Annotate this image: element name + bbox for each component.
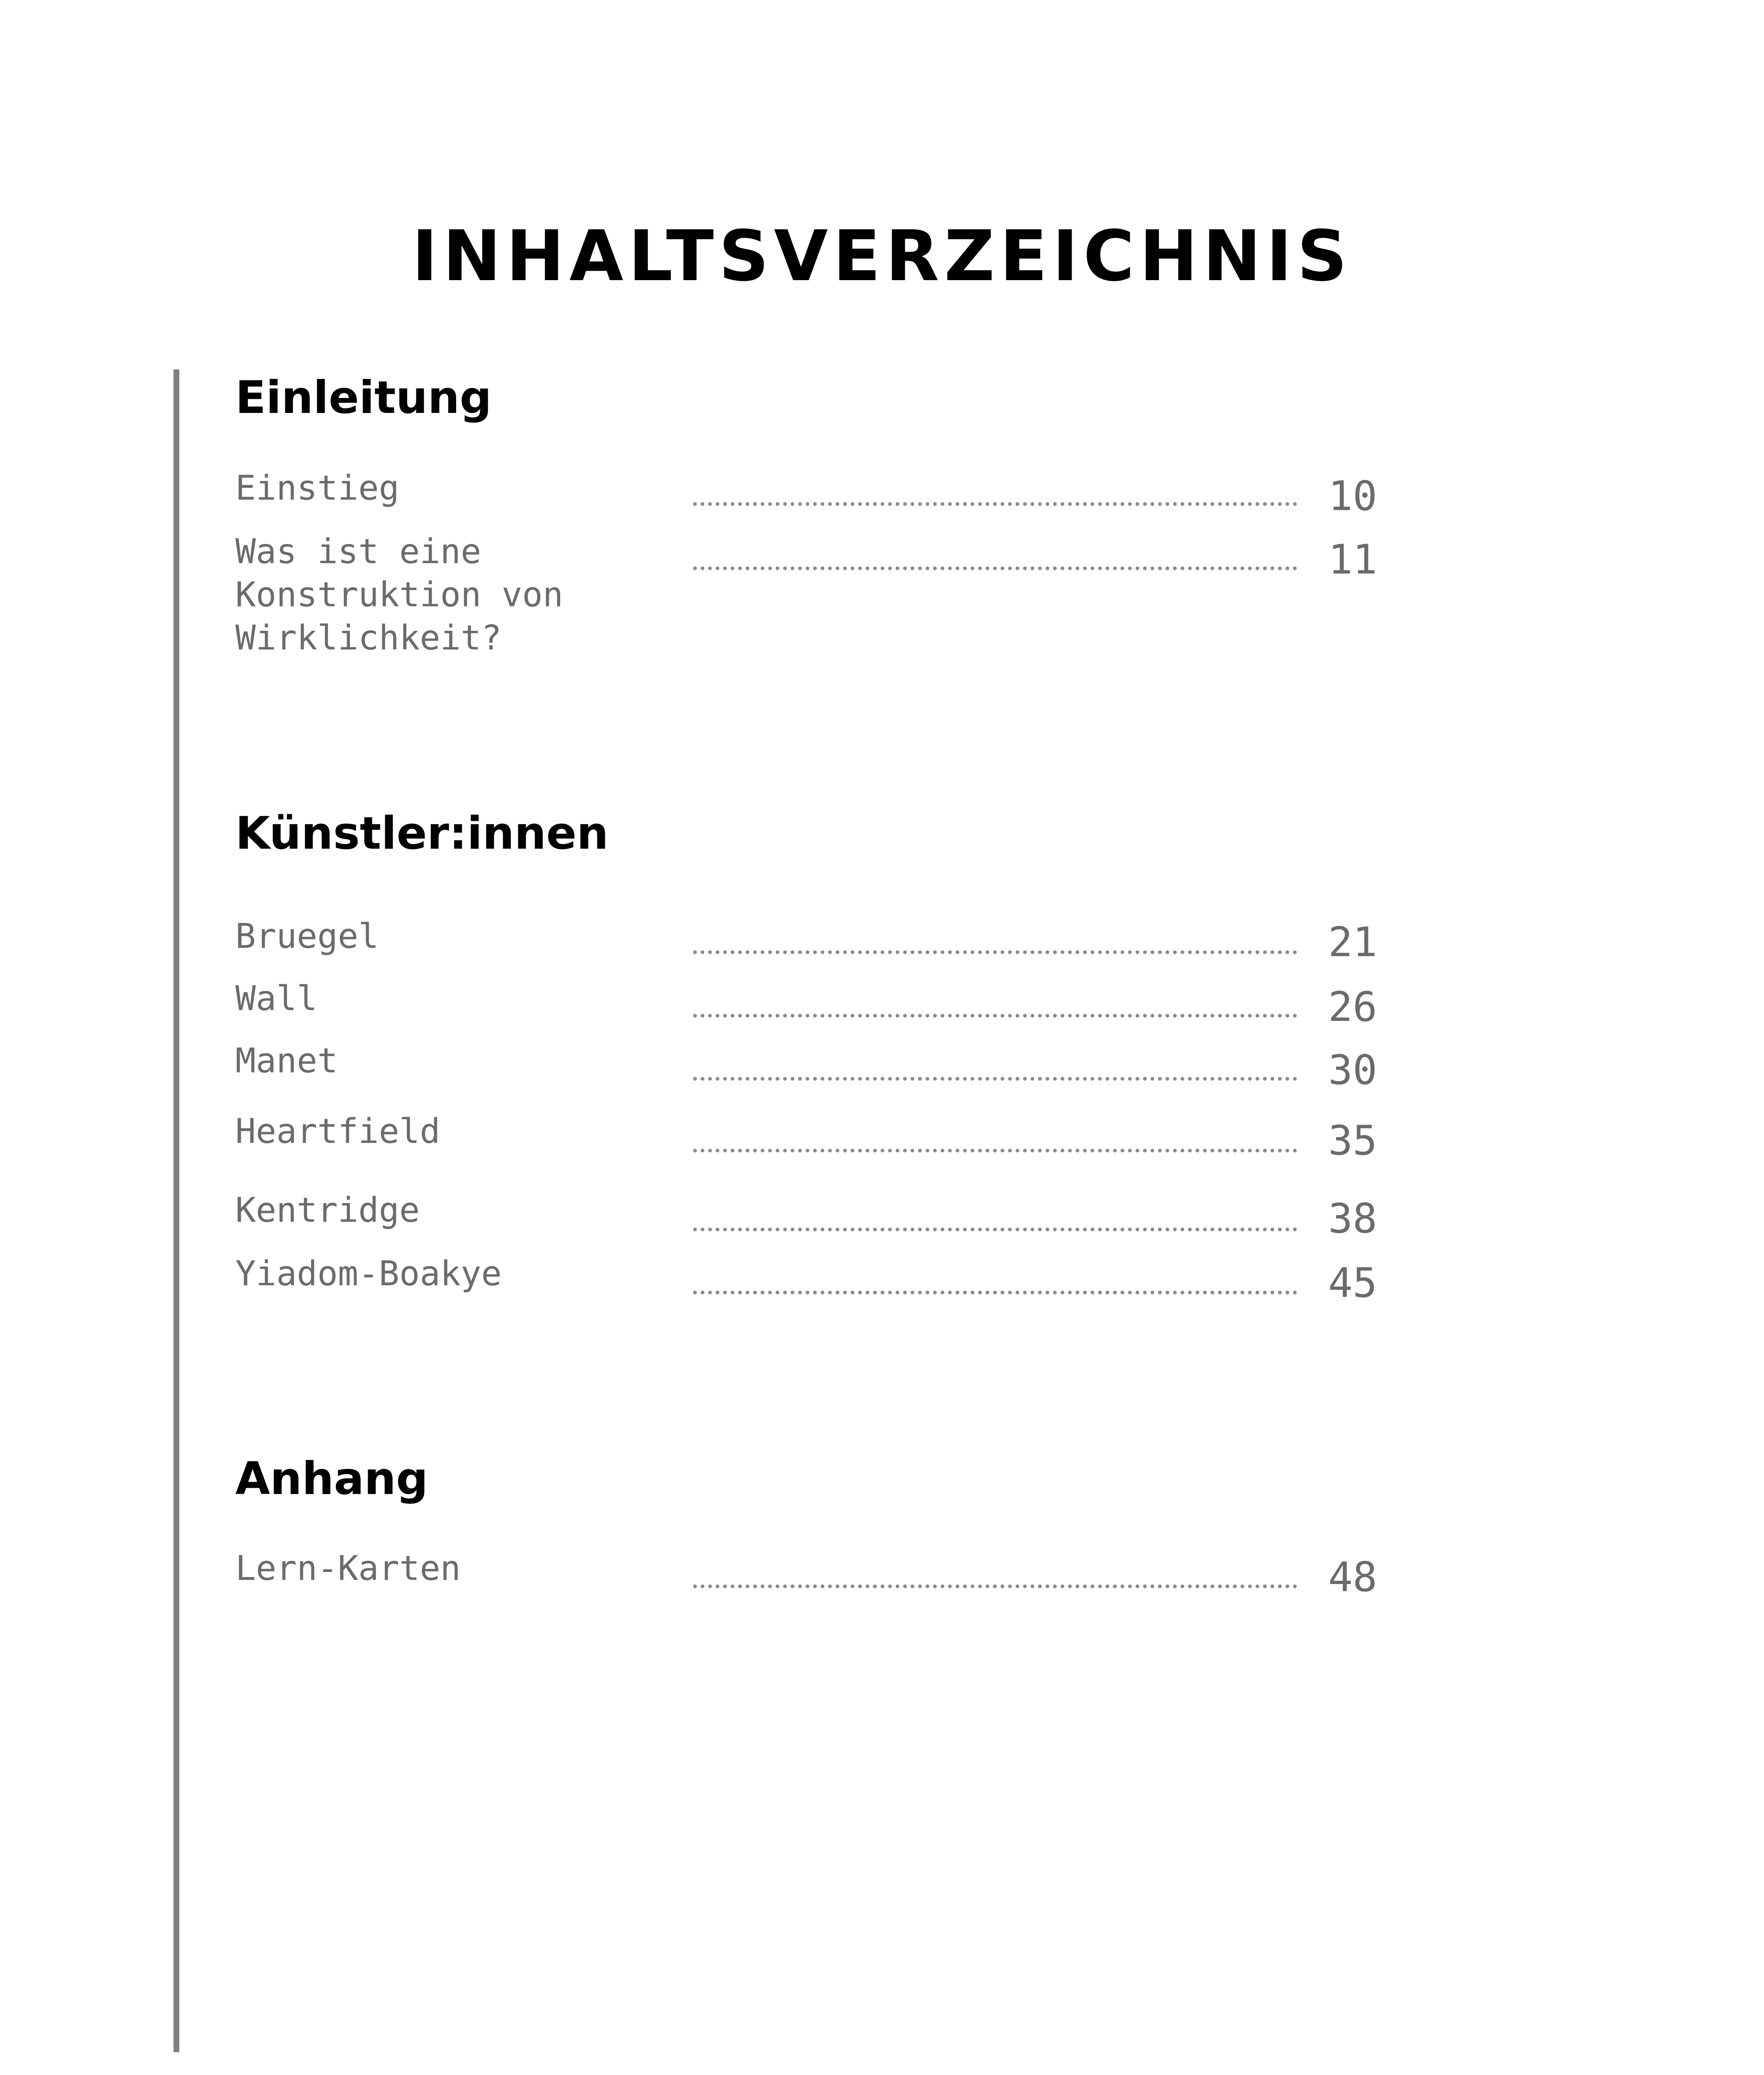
toc-entry-label: Wall xyxy=(235,979,318,1018)
dot-leader xyxy=(693,1014,1297,1018)
section-heading-anhang: Anhang xyxy=(235,1453,428,1505)
toc-entry-page: 30 xyxy=(1328,1047,1378,1094)
toc-entry-page: 21 xyxy=(1328,919,1378,966)
toc-entry-page: 38 xyxy=(1328,1195,1378,1243)
dot-leader xyxy=(693,1228,1297,1231)
toc-entry-page: 11 xyxy=(1328,536,1378,583)
toc-entry-label: Kentridge xyxy=(235,1191,420,1230)
toc-entry-label: Heartfield xyxy=(235,1112,440,1151)
dot-leader xyxy=(693,1291,1297,1294)
toc-entry-page: 26 xyxy=(1328,984,1378,1031)
dot-leader xyxy=(693,950,1297,954)
dot-leader xyxy=(693,502,1297,506)
dot-leader xyxy=(693,1149,1297,1152)
toc-entry-label: Yiadom-Boakye xyxy=(235,1254,502,1294)
toc-entry-page: 45 xyxy=(1328,1260,1378,1307)
toc-entry-label: Einstieg xyxy=(235,469,399,508)
toc-entry-label: Manet xyxy=(235,1041,338,1081)
page-title: INHALTSVERZEICHNIS xyxy=(412,215,1352,297)
vertical-rule xyxy=(173,369,179,2052)
toc-entry-label: Bruegel xyxy=(235,917,379,956)
toc-entry-label: Lern-Karten xyxy=(235,1549,461,1588)
toc-entry-label: Was ist eine Konstruktion von Wirklichkeit? xyxy=(235,532,563,658)
section-heading-kuenstlerinnen: Künstler:innen xyxy=(235,808,609,859)
section-heading-einleitung: Einleitung xyxy=(235,372,492,424)
toc-entry-page: 48 xyxy=(1328,1554,1378,1601)
dot-leader xyxy=(693,1584,1297,1588)
toc-entry-page: 10 xyxy=(1328,473,1378,520)
toc-entry-page: 35 xyxy=(1328,1117,1378,1164)
dot-leader xyxy=(693,566,1297,570)
dot-leader xyxy=(693,1077,1297,1081)
